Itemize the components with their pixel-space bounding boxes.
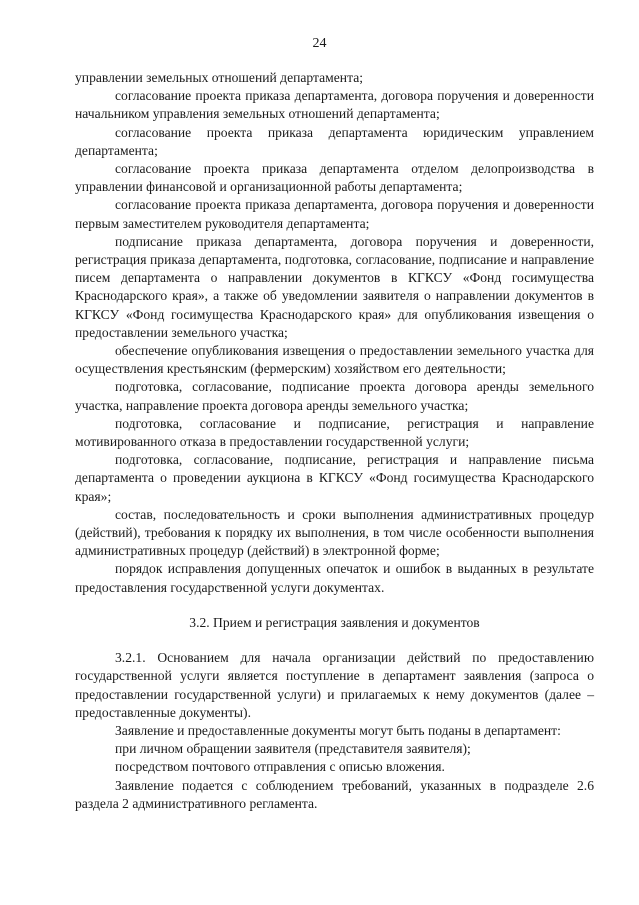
document-body xyxy=(75,69,594,813)
paragraph: Заявление подается с соблюдением требований, указанных в подразделе 2.6 раздела 2 административного регламента. xyxy=(75,777,594,811)
paragraph: подготовка, согласование, подписание, регистрация и направление письма департамента о проведении аукциона в КГКСУ «Фонд госимущества Краснодарского края»; xyxy=(75,452,594,504)
paragraph: согласование проекта приказа департамента юридическим управлением департамента; xyxy=(75,124,594,158)
paragraph: Заявление и предоставленные документы могут быть поданы в департамент: xyxy=(115,722,561,738)
paragraph: при личном обращении заявителя (представителя заявителя); xyxy=(115,741,471,757)
paragraph: обеспечение опубликования извещения о предоставлении земельного участка для осуществления крестьянским (фермерским) хозяйством его деятельности; xyxy=(75,343,594,377)
paragraph: согласование проекта приказа департамента, договора поручения и доверенности первым заместителем руководителя департамента; xyxy=(75,197,594,231)
section-heading: 3.2. Прием и регистрация заявления и документов xyxy=(189,614,480,630)
paragraph: посредством почтового отправления с описью вложения. xyxy=(115,759,445,775)
paragraph: управлении земельных отношений департамента; xyxy=(75,70,364,85)
paragraph: подготовка, согласование и подписание, регистрация и направление мотивированного отказа в предоставлении государственной услуги; xyxy=(75,415,594,450)
paragraph: 3.2.1. Основанием для начала организации действий по предоставлению государственной услуги является поступление в департамент заявления (запроса о предоставлении государственной услуги) и прилагаемых к нему документов (далее – предоставленные документы). xyxy=(75,650,594,720)
paragraph: согласование проекта приказа департамента отделом делопроизводства в управлении финансовой и организационной работы департамента; xyxy=(75,161,594,195)
paragraph: подписание приказа департамента, договора поручения и доверенности, регистрация приказа департамента, подготовка, согласование, подписание и направление писем департамента о направлении документов в КГКСУ «Фонд госимущества Краснодарского края», а также об уведомлении заявителя о направлении документов в КГКСУ «Фонд госимущества Краснодарского края» для опубликования извещения о предоставлении земельного участка; xyxy=(75,233,594,340)
paragraph: состав, последовательность и сроки выполнения административных процедур (действий), требования к порядку их выполнения, в том числе особенности выполнения административных процедур (действий) в электронной форме; xyxy=(75,506,594,559)
paragraph: порядок исправления допущенных опечаток и ошибок в выданных в результате предоставления государственной услуги документах. xyxy=(75,561,594,595)
paragraph: согласование проекта приказа департамента, договора поручения и доверенности начальником управления земельных отношений департамента; xyxy=(75,88,594,122)
paragraph: подготовка, согласование, подписание проекта договора аренды земельного участка, направление проекта договора аренды земельного участка; xyxy=(75,379,594,413)
page-number: 24 xyxy=(312,36,327,51)
